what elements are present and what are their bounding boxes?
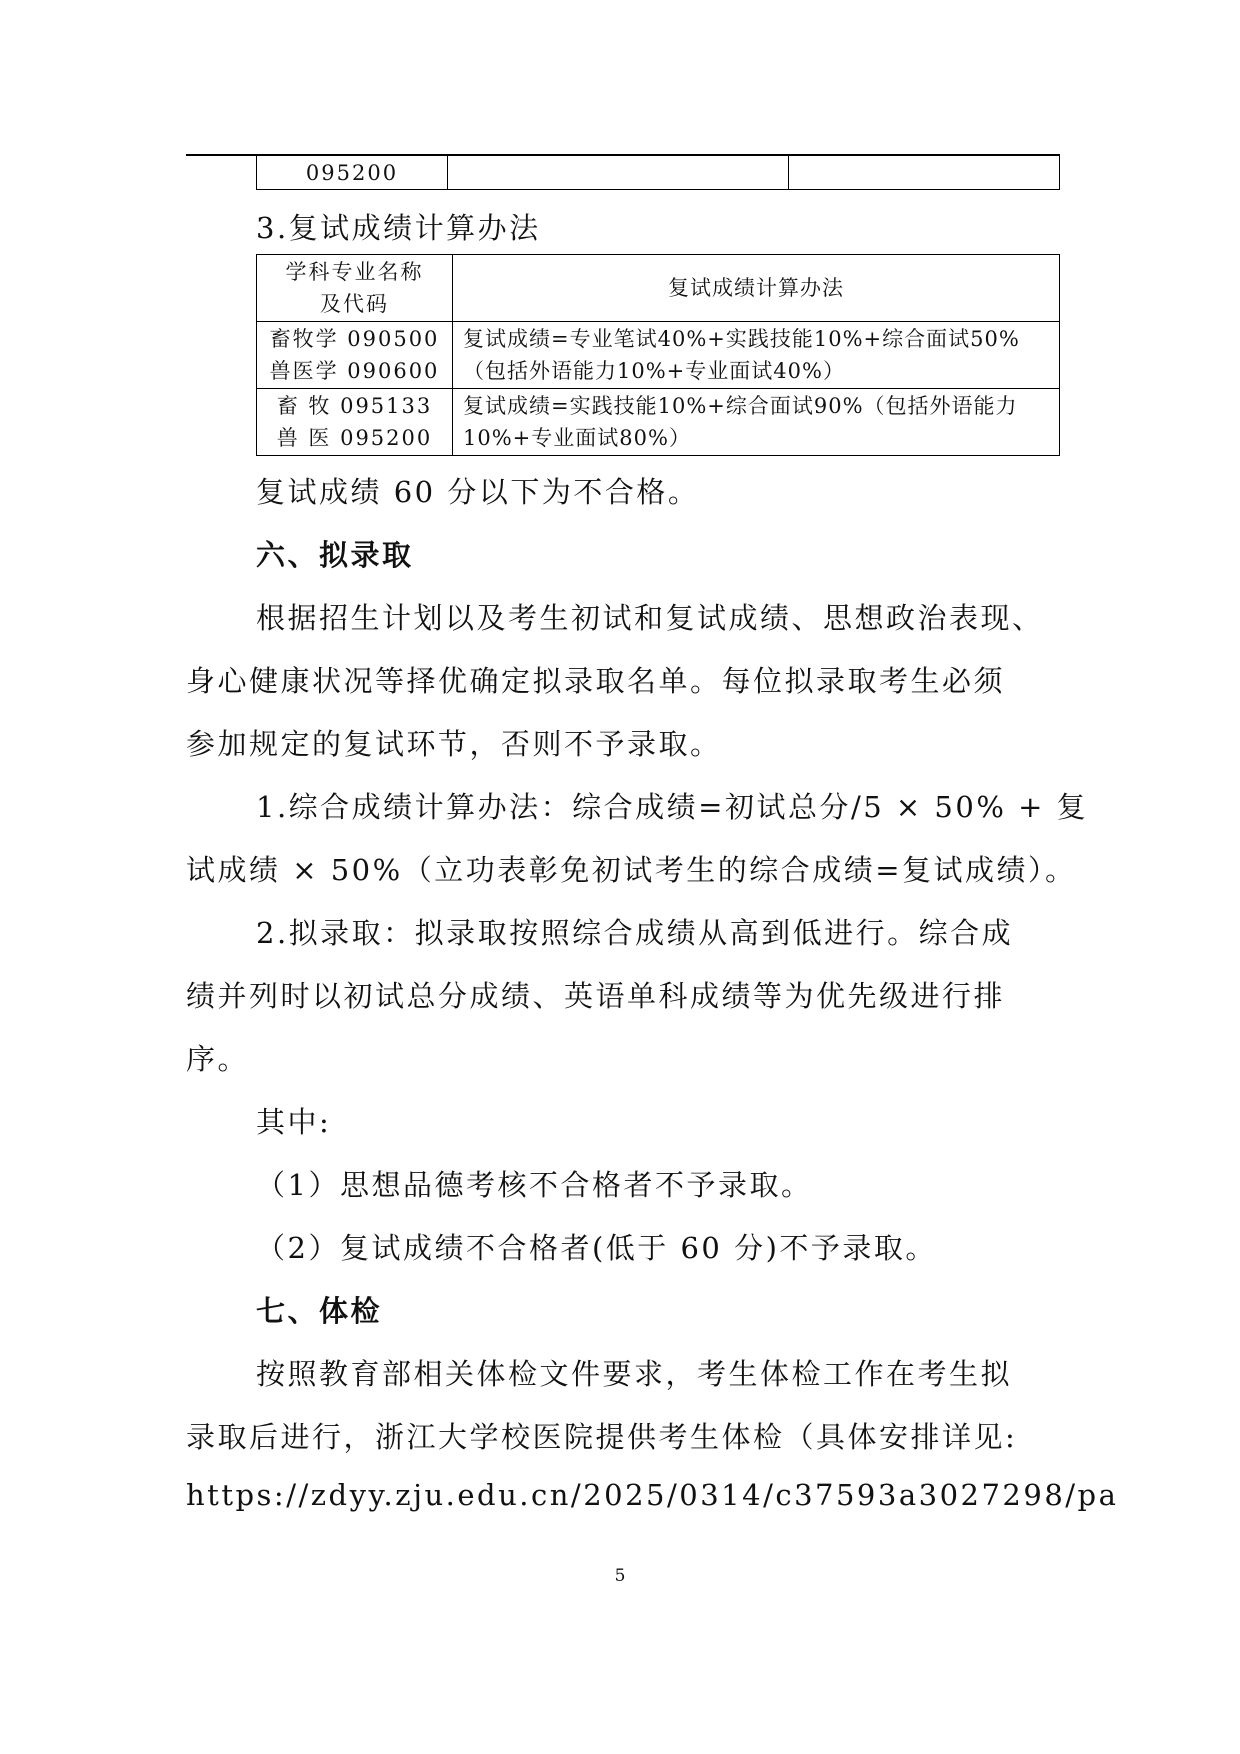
list-item: （1）思想品德考核不合格者不予录取。	[256, 1168, 813, 1202]
para-line: 身心健康状况等择优确定拟录取名单。每位拟录取考生必须	[186, 664, 1006, 698]
para-line: 2.拟录取：拟录取按照综合成绩从高到低进行。综合成	[256, 916, 1014, 950]
major-name-cell	[257, 322, 453, 389]
para-line: 序。	[186, 1042, 250, 1076]
retest-score-table	[256, 254, 1060, 456]
section6-heading: 六、拟录取	[256, 538, 414, 572]
method-line: （包括外语能力10%+专业面试40%）	[463, 359, 845, 383]
table-row	[257, 322, 1060, 389]
section3-title: 3.复试成绩计算办法	[256, 211, 541, 245]
table-row	[257, 389, 1060, 456]
para-line: 试成绩 × 50%（立功表彰免初试考生的综合成绩=复试成绩）。	[186, 853, 1077, 887]
section7-heading: 七、体检	[256, 1294, 383, 1328]
para-line: 1.综合成绩计算办法：综合成绩=初试总分/5 × 50% + 复	[256, 790, 1089, 824]
list-item: （2）复试成绩不合格者(低于 60 分)不予录取。	[256, 1231, 937, 1265]
fail-note: 复试成绩 60 分以下为不合格。	[256, 475, 700, 509]
among-label: 其中:	[256, 1105, 332, 1139]
major-name-line: 畜 牧 095133	[276, 394, 433, 418]
page-number: 5	[614, 1566, 626, 1586]
code-cell: 095200	[257, 156, 448, 190]
empty-cell	[789, 156, 1060, 190]
para-line: 根据招生计划以及考生初试和复试成绩、思想政治表现、	[256, 601, 1044, 635]
method-line: 复试成绩=实践技能10%+综合面试90%（包括外语能力	[463, 394, 1018, 418]
method-cell	[453, 322, 1060, 389]
major-name-cell	[257, 389, 453, 456]
method-cell	[453, 389, 1060, 456]
header-name: 学科专业名称及代码	[257, 255, 453, 322]
major-name-line: 畜牧学 090500	[269, 327, 440, 351]
table-row	[257, 156, 1060, 190]
empty-cell	[448, 156, 789, 190]
continued-table	[256, 156, 1060, 190]
header-method: 复试成绩计算办法	[453, 255, 1060, 322]
para-line: 录取后进行，浙江大学校医院提供考生体检（具体安排详见:	[186, 1420, 1018, 1454]
major-name-line: 兽医学 090600	[269, 359, 440, 383]
para-line: 按照教育部相关体检文件要求，考生体检工作在考生拟	[256, 1357, 1013, 1391]
table-header-row	[257, 255, 1060, 322]
para-line: 参加规定的复试环节，否则不予录取。	[186, 727, 722, 761]
url-line: https://zdyy.zju.edu.cn/2025/0314/c37593a3027298/pa	[186, 1478, 1119, 1512]
method-line: 复试成绩=专业笔试40%+实践技能10%+综合面试50%	[463, 327, 1020, 351]
major-name-line: 兽 医 095200	[276, 426, 433, 450]
method-line: 10%+专业面试80%）	[463, 426, 691, 450]
para-line: 绩并列时以初试总分成绩、英语单科成绩等为优先级进行排	[186, 979, 1006, 1013]
